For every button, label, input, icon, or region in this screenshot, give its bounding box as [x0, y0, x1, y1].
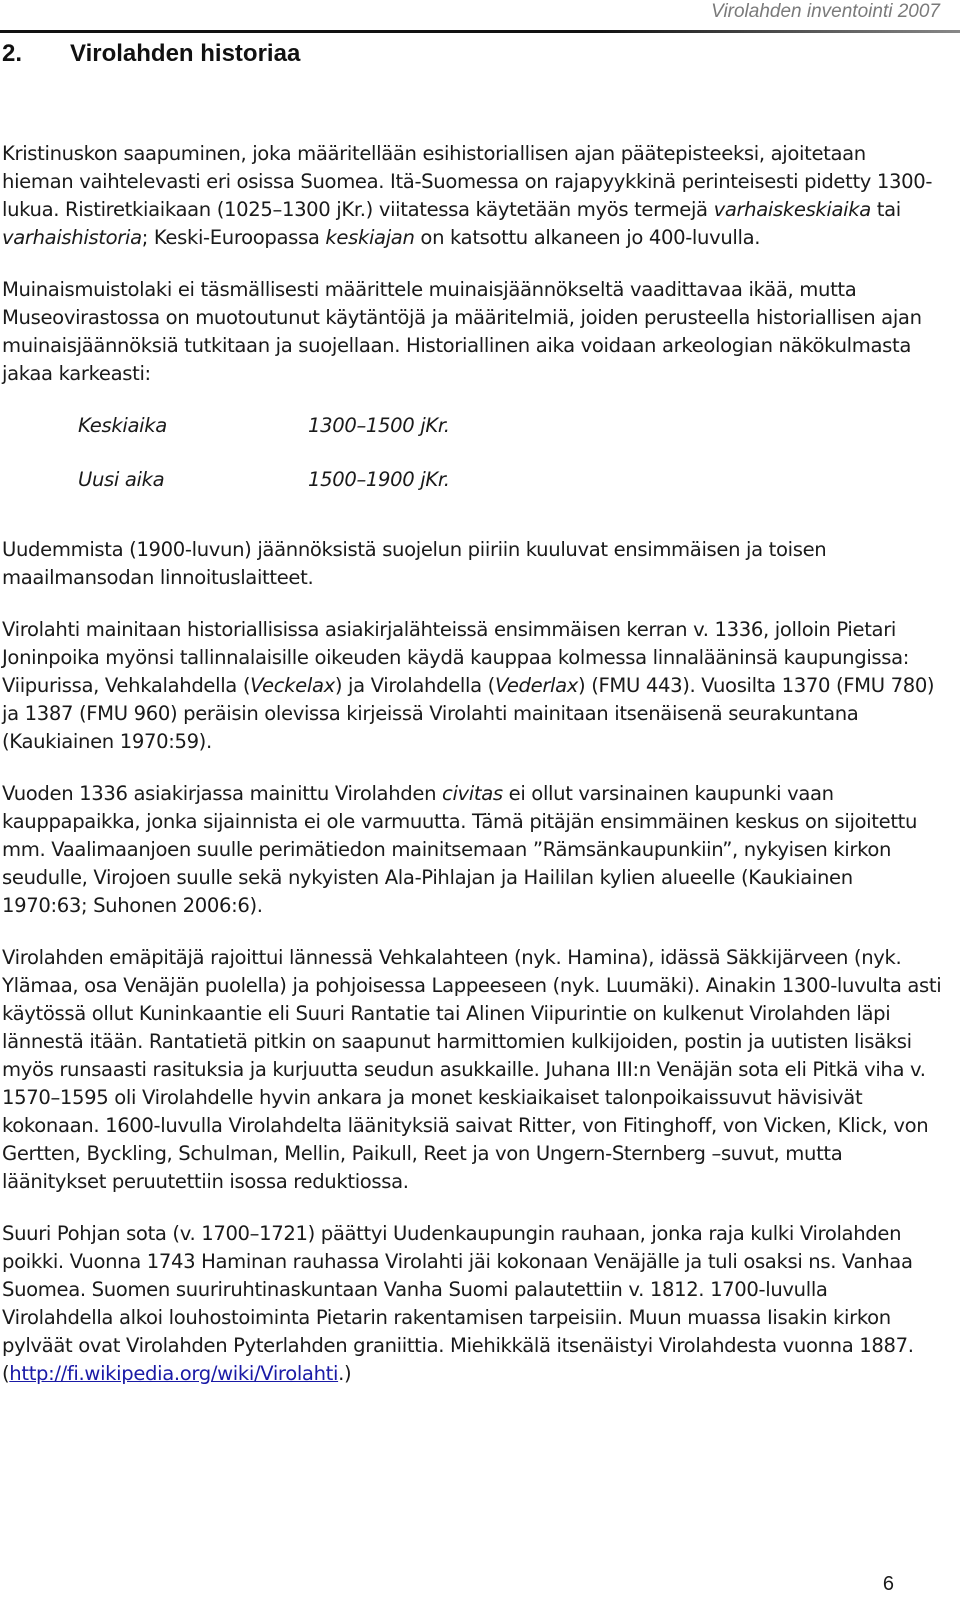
period-name: Keskiaika — [78, 414, 167, 437]
header-rule — [0, 30, 960, 33]
term-veckelax: Veckelax — [250, 674, 335, 697]
paragraph-2: Muinaismuistolaki ei täsmällisesti määrittele muinaisjäännökseltä vaadittavaa ikää, mutta Museovirastossa on muotoutunut käytäntöjä ja määritelmiä, joiden perusteella historiallisen ajan muinaisjäännöksiä tutkitaan ja suojellaan. Historiallinen aika voidaan arkeologian näkökulmasta jakaa karkeasti: — [2, 278, 922, 385]
period-row — [2, 466, 942, 520]
paragraph-1 — [2, 140, 942, 252]
paragraph-6: Virolahden emäpitäjä rajoittui lännessä Vehkalahteen (nyk. Hamina), idässä Säkkijärveen (nyk. Ylämaa, osa Venäjän puolella) ja pohjoisessa Lappeeseen (nyk. Luumäki). Ainakin 1300-luvulta asti käytössä ollut Kuninkaantie eli Suuri Rantatie tai Alinen Viipurintie on kulkenut Virolahden läpi lännestä itään. Rantatietä pitkin on saapunut harmittomien kulkijoiden, postin ja uutisten lisäksi myös runsaasti rasituksia ja kurjuutta seudun asukkaille. Juhana III:n Venäjän sota eli Pitkä viha v. 1570–1595 oli Virolahdelle hyvin ankara ja monet keskiaikaiset talonpoikaissuvut hävisivät kokonaan. 1600-luvulla Virolahdelta läänityksiä saivat Ritter, von Fitinghoff, von Vicken, Klick, von Gertten, Byckling, Schulman, Mellin, Paikull, Reet ja von Ungern-Sternberg –suvut, mutta läänitykset peruutettiin isossa reduktiossa. — [2, 946, 942, 1193]
paragraph-5-text: Vuoden 1336 asiakirjassa mainittu Virolahden — [2, 782, 443, 805]
paragraph-7-text: Suuri Pohjan sota (v. 1700–1721) päättyi Uudenkaupungin rauhaan, jonka raja kulki Virolahden poikki. Vuonna 1743 Haminan rauhassa Virolahti jäi kokonaan Venäjälle ja tuli osaksi ns. Vanhaa Suomea. Suomen suuriruhtinaskuntaan Vanha Suomi palautettiin v. 1812. 1700-luvulla Virolahdella alkoi louhostoiminta Pietarin rakentamisen tarpeisiin. Muun muassa Iisakin kirkon pylväät ovat Virolahden Pyterlahden graniittia. Miehikkälä itsenäistyi Virolahdesta vuonna 1887. ( — [2, 1222, 914, 1385]
term-varhaiskeskiaika: varhaiskeskiaika — [713, 198, 871, 221]
paragraph-7-text: .) — [338, 1362, 352, 1385]
paragraph-1-text: ; Keski-Euroopassa — [141, 226, 326, 249]
period-range: 1500–1900 jKr. — [308, 468, 450, 491]
paragraph-3: Uudemmista (1900-luvun) jäännöksistä suojelun piiriin kuuluvat ensimmäisen ja toisen maailmansodan linnoituslaitteet. — [2, 538, 827, 589]
paragraph-1-text: on katsottu alkaneen jo 400-luvulla. — [414, 226, 761, 249]
document-body — [2, 140, 942, 1412]
period-list — [2, 412, 942, 520]
page-number: 6 — [882, 1573, 894, 1595]
paragraph-1-text: tai — [870, 198, 901, 221]
paragraph-4-text: ) (FMU 443). Vuosilta 1370 (FMU 780) ja 1387 (FMU 960) peräisin olevissa kirjeissä Virolahti mainitaan itsenäisenä seurakuntana (Kaukiainen 1970:59). — [2, 674, 935, 753]
term-civitas: civitas — [442, 782, 503, 805]
section-heading — [2, 38, 300, 70]
running-header: Virolahden inventointi 2007 — [711, 1, 940, 22]
paragraph-4-text: ) ja Virolahdella ( — [334, 674, 495, 697]
paragraph-4 — [2, 616, 942, 756]
term-keskiajan: keskiajan — [325, 226, 415, 249]
period-name: Uusi aika — [78, 468, 165, 491]
paragraph-4-text: Virolahti mainitaan historiallisissa asiakirjalähteissä ensimmäisen kerran v. 1336, jolloin Pietari Joninpoika myönsi tallinnalaisille oikeuden käydä kauppaa kolmessa linnalääninsä kaupungissa: Viipurissa, Vehkalahdella ( — [2, 618, 910, 697]
wikipedia-link[interactable]: http://fi.wikipedia.org/wiki/Virolahti — [9, 1362, 339, 1385]
paragraph-7 — [2, 1220, 942, 1388]
term-vederlax: Vederlax — [494, 674, 579, 697]
period-range: 1300–1500 jKr. — [308, 414, 450, 437]
paragraph-5 — [2, 780, 942, 920]
paragraph-1-text: Kristinuskon saapuminen, joka määritellään esihistoriallisen ajan päätepisteeksi, ajoitetaan hieman vaihtelevasti eri osissa Suomea. Itä-Suomessa on rajapyykkinä perinteisesti pidetty 1300-lukua. Ristiretkiaikaan (1025–1300 jKr.) viitatessa käytetään myös termejä — [2, 142, 933, 221]
section-title: Virolahden historiaa — [70, 40, 301, 67]
term-varhaishistoria: varhaishistoria — [2, 226, 142, 249]
paragraph-5-text: ei ollut varsinainen kaupunki vaan kauppapaikka, jonka sijainnista ei ole varmuutta. Tämä pitäjän ensimmäinen keskus on sijoitettu mm. Vaalimaanjoen suulle perimätiedon mainitsemaan ”Rämsänkaupunkiin”, nykyisen kirkon seudulle, Virojoen suulle sekä nykyisten Ala-Pihlajan ja Haililan kylien alueelle (Kaukiainen 1970:63; Suhonen 2006:6). — [2, 782, 918, 917]
period-row — [2, 412, 942, 466]
section-number: 2. — [2, 40, 23, 67]
